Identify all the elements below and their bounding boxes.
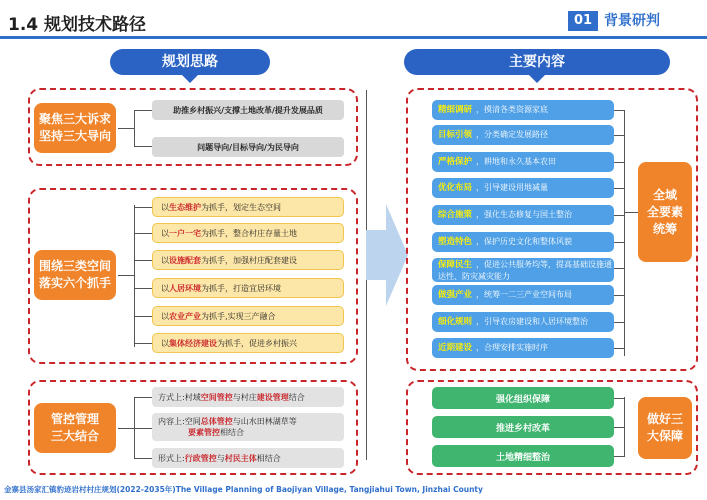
- content-desc: ，统筹一二三产业空间布局: [476, 290, 573, 299]
- group2-tick: [134, 207, 152, 208]
- right-arrow-icon: [364, 200, 410, 310]
- content-text: [438, 236, 572, 248]
- text: 与山水田林湖草等: [232, 417, 297, 426]
- content-keyword: 综合施策: [438, 210, 473, 220]
- group1-bracket-stem: [118, 128, 134, 129]
- keyword: 村民主体: [224, 453, 257, 463]
- group1-item-2: 问题导向/目标导向/为民导向: [152, 137, 344, 157]
- content-text: [438, 289, 572, 301]
- guarantee-item: 强化组织保障: [432, 387, 614, 409]
- text: 为抓手，整合村庄存量土地: [201, 228, 297, 238]
- keyword: 空间管控: [200, 392, 233, 402]
- keyword: 一户一宅: [169, 228, 201, 238]
- keyword: 集体经济建设: [169, 338, 217, 348]
- contents-bracket-stem: [624, 212, 638, 213]
- content-keyword: 做强产业: [438, 290, 473, 300]
- right-column-heading-text: 主要内容: [509, 54, 565, 70]
- content-text: [438, 209, 572, 221]
- group3-bracket-stem: [118, 428, 134, 429]
- content-desc: ，合理安排实施时序: [476, 343, 549, 352]
- text: 为抓手,实现三产融合: [201, 311, 276, 321]
- section-label: 背景研判: [604, 13, 660, 29]
- text: 以: [161, 228, 169, 238]
- content-keyword: 塑造特色: [438, 237, 473, 247]
- keyword: 农业产业: [169, 311, 201, 321]
- content-item: [432, 232, 614, 252]
- keyword: 总体管控: [200, 417, 233, 426]
- content-item: [432, 258, 614, 282]
- guarantee-tick: [614, 456, 624, 457]
- content-desc: ，分类确定发展路径: [476, 130, 549, 139]
- left-column-heading: [110, 49, 270, 75]
- content-item: [432, 178, 614, 198]
- contents-bracket: [624, 110, 625, 356]
- down-arrow-icon: [529, 75, 545, 83]
- keyword: 设施配套: [169, 255, 201, 265]
- right-column-heading: [404, 49, 670, 75]
- section-number-badge: 01: [568, 11, 598, 31]
- group2-bracket: [134, 205, 135, 347]
- content-item: [432, 100, 614, 120]
- content-tick: [614, 135, 624, 136]
- group1-bracket-top: [134, 110, 152, 111]
- text: 结合: [288, 392, 305, 402]
- content-text: [438, 342, 548, 354]
- content-item: [432, 205, 614, 225]
- content-keyword: 保障民生: [438, 259, 473, 270]
- group2-tick: [134, 260, 152, 261]
- content-keyword: 精细调研: [438, 105, 473, 115]
- content-text: [438, 259, 614, 282]
- content-item: [432, 125, 614, 145]
- text: 为抓手，加强村庄配套建设: [201, 255, 297, 265]
- group3-tick-1: [134, 397, 152, 398]
- group2-tick: [134, 233, 152, 234]
- content-keyword: 目标引领: [438, 130, 473, 140]
- text: 与: [216, 453, 225, 463]
- text: 相结合: [256, 453, 281, 463]
- group3-item-2: [152, 413, 344, 441]
- group2-item: [152, 250, 344, 270]
- guarantee-tick: [614, 398, 624, 399]
- content-keyword: 近期建设: [438, 343, 473, 353]
- footer-text: 金寨县汤家汇镇豹迹岩村村庄规划(2022-2035年)The Village Planning of Baojiyan Village, Tangjiahui Town, Jinzhai County: [4, 485, 483, 494]
- content-item: [432, 338, 614, 358]
- group2-item: [152, 223, 344, 243]
- group2-label: 围绕三类空间 落实六个抓手: [34, 250, 116, 300]
- content-tick: [614, 162, 624, 163]
- group3-label: 管控管理 三大结合: [34, 403, 116, 453]
- contents-label: 全域 全要素 统筹: [638, 162, 692, 262]
- content-keyword: 优化布局: [438, 183, 473, 193]
- keyword: 建设管理: [256, 392, 289, 402]
- content-tick: [614, 215, 624, 216]
- text: 为抓手，打造宜居环境: [201, 283, 281, 293]
- group2-item: [152, 333, 344, 353]
- content-desc: ，保护历史文化和整体风貌: [476, 237, 573, 246]
- keyword: 要素管控: [188, 428, 220, 437]
- content-tick: [614, 188, 624, 189]
- content-desc: ，引导农房建设和人居环境整治: [476, 317, 589, 326]
- content-desc: ，强化生态修复与国土整治: [476, 210, 573, 219]
- text: 内容上:空间: [158, 417, 201, 426]
- content-tick: [614, 348, 624, 349]
- keyword: 行政管控: [184, 453, 217, 463]
- content-item: [432, 312, 614, 332]
- group2-bracket-stem: [118, 275, 134, 276]
- text: 以: [161, 255, 169, 265]
- guarantee-tick: [614, 427, 624, 428]
- content-tick: [614, 322, 624, 323]
- content-text: [438, 182, 548, 194]
- text: 以: [161, 311, 169, 321]
- content-desc: ，引导建设用地减量: [476, 183, 549, 192]
- content-text: [438, 156, 556, 168]
- keyword: 生态维护: [169, 202, 201, 212]
- content-tick: [614, 110, 624, 111]
- page-title: 1.4 规划技术路径: [8, 15, 147, 35]
- group2-item: [152, 306, 344, 326]
- group3-tick-2: [134, 428, 152, 429]
- keyword: 人居环境: [169, 283, 201, 293]
- content-text: [438, 104, 548, 116]
- header-divider: [0, 36, 707, 39]
- text: 以: [161, 202, 169, 212]
- guarantee-item: 土地精细整治: [432, 445, 614, 467]
- content-tick: [614, 295, 624, 296]
- text: 以: [161, 338, 169, 348]
- guarantees-label: 做好三 大保障: [638, 397, 692, 459]
- text: 为抓手，划定生态空间: [201, 202, 281, 212]
- left-column-heading-text: 规划思路: [162, 54, 218, 70]
- group3-tick-3: [134, 458, 152, 459]
- content-item: [432, 152, 614, 172]
- group2-item: [152, 278, 344, 298]
- content-keyword: 严格保护: [438, 157, 473, 167]
- group2-item: [152, 197, 344, 217]
- text: 以: [161, 283, 169, 293]
- down-arrow-icon: [182, 75, 198, 83]
- guarantees-bracket: [624, 397, 625, 457]
- group1-bracket-bottom: [134, 146, 152, 147]
- group1-label: 聚焦三大诉求 坚持三大导向: [34, 103, 116, 153]
- text: 形式上:: [158, 453, 185, 463]
- content-desc: ，促进公共服务均等，提高基础设施通达性、防灾减灾能力: [438, 259, 613, 281]
- text: 方式上:村域: [158, 392, 201, 402]
- content-tick: [614, 268, 624, 269]
- group3-item-1: [152, 387, 344, 407]
- content-text: [438, 129, 548, 141]
- group2-tick: [134, 343, 152, 344]
- group2-tick: [134, 288, 152, 289]
- group2-tick: [134, 316, 152, 317]
- content-desc: ，摸清各类资源家底: [476, 105, 549, 114]
- content-desc: ，耕地和永久基本农田: [476, 157, 557, 166]
- content-text: [438, 316, 588, 328]
- guarantee-item: 推进乡村改革: [432, 416, 614, 438]
- content-keyword: 细化规则: [438, 317, 473, 327]
- text: 为抓手，促进乡村振兴: [217, 338, 297, 348]
- group3-item-3: [152, 448, 344, 468]
- group1-item-1: 助推乡村振兴/支撑土地改革/提升发展品质: [152, 100, 344, 120]
- text: 与村庄: [232, 392, 257, 402]
- text: 相结合: [220, 428, 244, 437]
- content-tick: [614, 242, 624, 243]
- content-item: [432, 285, 614, 305]
- group1-bracket: [134, 110, 135, 146]
